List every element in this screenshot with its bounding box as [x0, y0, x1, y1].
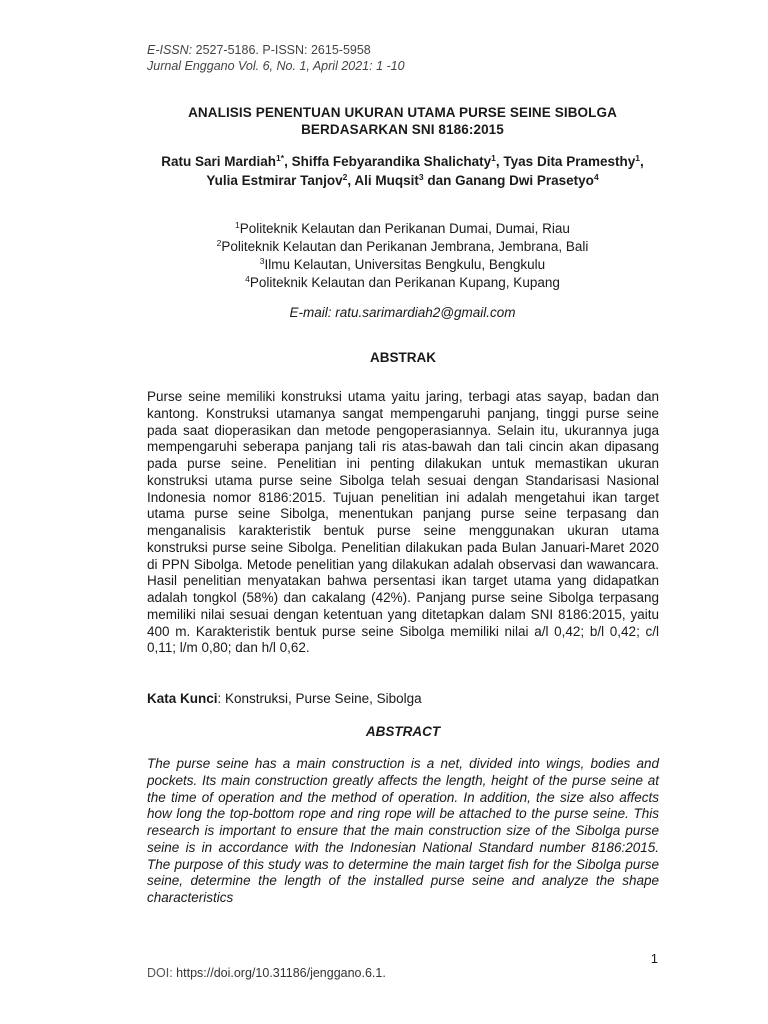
author-affiliation-marker: 1*	[276, 153, 285, 163]
paper-title	[110, 104, 695, 138]
author-affiliation-marker: 2	[342, 172, 348, 182]
affiliation-text: Politeknik Kelautan dan Perikanan Kupang, Kupang	[249, 275, 560, 290]
title-line-1: ANALISIS PENENTUAN UKURAN UTAMA PURSE SEINE SIBOLGA	[188, 105, 617, 120]
author-separator: ,	[639, 154, 644, 169]
affiliation-text: Politeknik Kelautan dan Perikanan Jembrana, Jembrana, Bali	[221, 239, 589, 254]
affiliation-list	[150, 220, 655, 292]
journal-header	[147, 42, 405, 74]
author-name: Ganang Dwi Prasetyo	[455, 173, 594, 188]
author-name: Ratu Sari Mardiah	[161, 154, 277, 169]
affiliation-marker: 1	[235, 220, 240, 230]
author-separator: ,	[495, 154, 504, 169]
doi-footer	[147, 966, 386, 980]
affiliation-marker: 4	[245, 274, 250, 284]
abstract-text: The purse seine has a main construction is a net, divided into wings, bodies and pockets. Its main construction greatly affects the length, height of the purse seine at the time of operation and the method of operation. In addition, the size also affects how long the top-bottom rope and ring rope will be attached to the purse seine. This research is important to ensure that the main construction size of the Sibolga purse seine is in accordance with the Indonesian National Standard number 8186:2015. The purpose of this study was to determine the main target fish for the Sibolga purse seine, determine the length of the installed purse seine and analyze the shape characteristics	[147, 756, 659, 905]
affiliation-marker: 3	[259, 256, 265, 266]
author-affiliation-marker: 4	[593, 172, 599, 182]
corresponding-email: E-mail: ratu.sarimardiah2@gmail.com	[289, 305, 516, 320]
affiliation-item	[150, 220, 655, 238]
affiliation-text: Politeknik Kelautan dan Perikanan Dumai, Dumai, Riau	[239, 221, 570, 236]
abstrak-heading: ABSTRAK	[370, 350, 436, 365]
title-line-2: BERDASARKAN SNI 8186:2015	[301, 122, 504, 137]
keywords-label: Kata Kunci	[147, 691, 218, 706]
issn-numbers: 2527-5186. P-ISSN: 2615-5958	[192, 43, 371, 57]
keywords-text: : Konstruksi, Purse Seine, Sibolga	[217, 691, 422, 706]
author-list	[150, 152, 655, 190]
page-number: 1	[650, 951, 658, 966]
affiliation-marker: 2	[216, 238, 222, 248]
keywords	[147, 690, 659, 708]
author-name: Ali Muqsit	[354, 173, 419, 188]
affiliation-item	[150, 238, 655, 256]
issn-label: E-ISSN:	[147, 43, 193, 57]
affiliation-item	[150, 256, 655, 274]
abstrak-text: Purse seine memiliki konstruksi utama yaitu jaring, terbagi atas sayap, badan dan kantong. Konstruksi utamanya sangat mempengaruhi panjang, tinggi purse seine pada saat dioperasikan dan metode pengoperasiannya. Selain itu, ukurannya juga mempengaruhi seberapa panjang tali ris atas-bawah dan tali cincin akan dipasang pada purse seine. Penelitian ini penting dilakukan untuk memastikan ukuran konstruksi utama purse seine Sibolga telah sesuai dengan Standarisasi Nasional Indonesia nomor 8186:2015. Tujuan penelitian ini adalah mengetahui ikan target utama purse seine Sibolga, menentukan panjang purse seine terpasang dan menganalisis karakteristik bentuk purse seine menggunakan ukuran utama konstruksi purse seine Sibolga. Penelitian dilakukan pada Bulan Januari-Maret 2020 di PPN Sibolga. Metode penelitian yang dilakukan adalah observasi dan wawancara. Hasil penelitian menyatakan bahwa persentasi ikan target utama yang didapatkan adalah tongkol (58%) dan cakalang (42%). Panjang purse seine Sibolga terpasang memiliki nilai sesuai dengan ketentuan yang ditetapkan dalam SNI 8186:2015, yaitu 400 m. Karakteristik bentuk purse seine Sibolga memiliki nilai a/l 0,42; b/l 0,42; c/l 0,11; l/m 0,80; dan h/l 0,62.	[147, 389, 659, 656]
author-separator: ,	[347, 173, 355, 188]
author-name: Yulia Estmirar Tanjov	[206, 173, 343, 188]
journal-citation: Jurnal Enggano Vol. 6, No. 1, April 2021: 1 -10	[147, 59, 405, 73]
author-affiliation-marker: 3	[418, 172, 424, 182]
author-affiliation-marker: 1	[635, 153, 640, 163]
author-separator: dan	[423, 173, 456, 188]
author-name: Tyas Dita Pramesthy	[503, 154, 636, 169]
author-name: Shiffa Febyarandika Shalichaty	[291, 154, 492, 169]
affiliation-item	[150, 274, 655, 292]
affiliation-text: Ilmu Kelautan, Universitas Bengkulu, Bengkulu	[264, 257, 546, 272]
abstract-heading: ABSTRACT	[365, 724, 441, 739]
author-affiliation-marker: 1	[491, 153, 496, 163]
doi-label: DOI:	[147, 966, 173, 980]
author-separator: ,	[284, 154, 292, 169]
doi-link[interactable]: https://doi.org/10.31186/jenggano.6.1.	[172, 966, 386, 980]
